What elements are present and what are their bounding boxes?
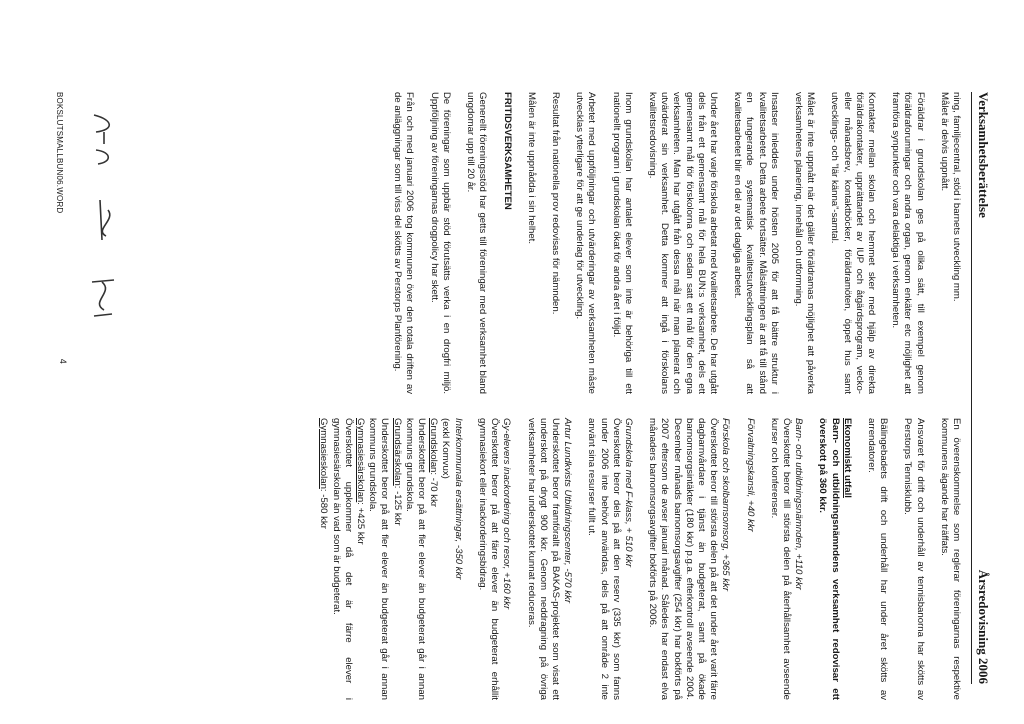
page-header — [971, 92, 994, 684]
paragraph: Inom grundskolan har antalet elever som inte är behöriga till ett nationellt program i grundskolan ökat för andra året i följd. — [610, 92, 634, 394]
line-item — [427, 418, 439, 700]
paragraph: Resultat från nationella prov redovisas för nämnden. — [549, 92, 561, 315]
paragraph: Överskottet beror dels på att den reserv (335 kkr) som fanns under 2006 inte behövt användas, dels på att område 2 inte använt sina resurser fullt ut. — [586, 418, 622, 700]
paragraph: Underskottet beror framförallt på BAKAS-projektet som visat ett underskott på drygt 900 kkr. Genom neddragning på övriga verksamheter har underskottet kunnat reduceras. — [525, 418, 561, 700]
paragraph: Insatser inleddes under hösten 2005 för att få bättre struktur i kvalitetsarbetet. Detta arbete fortsätter. Målsättningen är att få till stånd en fungerande systematisk kvalitetsutvecklingsplan så att kvalitetsarbetet blir en del av det dagliga arbetet. — [732, 92, 780, 394]
footer-filename: BOKSLUTSMALLBUN06.WORD — [55, 92, 64, 214]
paragraph: ning, familjecentral, stöd i barnets utveckling mm. — [951, 92, 962, 302]
right-column — [317, 418, 962, 700]
paragraph: Kontakter mellan skolan och hemmet sker med hjälp av direkta föräldrakontakter, upprättandet av IUP och åtgärdsprogram, vecko- eller månadsbrev, kontaktböcker, föräldramöten, öppet hus samt utvecklings- och ”lär känna”-samtal. — [829, 92, 877, 394]
line-item-label: Gymnasieskolan — [318, 418, 330, 489]
item-heading: Förskola och skolbarnsomsorg, +365 kkr — [720, 418, 732, 592]
item-heading: Förvaltningskansli, +40 kkr — [744, 418, 756, 532]
line-item-value: : -580 kkr — [318, 488, 330, 529]
item-heading: Artur Lundkvists Utbildningscenter, -570 kkr — [562, 418, 574, 604]
paragraph: Under året har varje förskola arbetat med kvalitetsarbete. De har utgått dels från ett gemensamt mål för hela BUN:s verksamhet, dels ett gemensamt mål för förskolorna och sedan satt ett mål för den egna verksamheten. Man har utgått från dessa mål när man planerat och utvärderat sin verksamhet. Detta kommer att ingå i förskolans kvalitetsredovisning. — [646, 92, 719, 394]
header-year: Årsredovisning 2006 — [976, 569, 991, 684]
left-column — [379, 92, 962, 394]
paragraph: Överskottet beror till största delen på återhållsamhet avseende kurser och konferenser. — [768, 418, 792, 700]
paragraph: De föreningar som uppbär stöd förutsätts verka i en drogfri miljö. Uppföljning av föreningarnas drogpolicy har skett. — [428, 92, 452, 394]
line-item — [390, 418, 402, 700]
section-heading: FRITIDSVERKSAMHETEN — [501, 92, 513, 210]
paragraph: Underskottet beror på att fler elever än budgeterat går i annan kommuns grundskola. — [403, 418, 428, 700]
item-heading: Gy-elevers inackordering och resor, +160 kkr — [501, 418, 513, 610]
paragraph: En överenskommelse som reglerar föreningarnas respektive kommunens ägande har träffats. — [938, 418, 962, 700]
paragraph: Målen är inte uppnådda i sin helhet. — [525, 92, 537, 245]
page-number: 4 — [58, 358, 68, 364]
header-title: Verksamhetsberättelse — [976, 92, 991, 218]
line-item — [354, 418, 366, 700]
paragraph: Målet är delvis uppnått. — [938, 92, 950, 192]
handwritten-initials — [84, 110, 124, 340]
paragraph: Generellt föreningsstöd har getts till föreningar med verksamhet bland ungdomar upp till 20 år. — [465, 92, 489, 394]
line-item-label: Grundskolan — [428, 418, 440, 473]
paragraph: Överskottet uppkommer då det är färre elever i gymnasiesärskolan än vad som är budgeterat. — [330, 418, 354, 700]
item-heading: Barn- och utbildningsnämnden, +110 kkr — [793, 418, 805, 590]
paragraph: Överskottet beror till största delen på att det under året varit färre dagbarnvårdare i tjänst än budgeterat, samt på ökade barnomsorgsintäkter (180 kkr) p.g.a. efterkontroll avseende 2004. December månads barnomsorgsavgifter (254 kkr) har bokförts på 2007 eftersom de avser januari månad. Således har endast elva månaders barnomsorgsavgifter bokförts på 2006. — [647, 418, 720, 700]
paragraph: Från och med januari 2006 tog kommunen över den totala driften av de anläggningar som till viss del skötts av Perstorps Planförening. — [392, 92, 416, 394]
paragraph: Ansvaret för drift och underhåll av tennisbanorna har skötts av Perstorps Tennisklubb. — [902, 418, 926, 700]
section-heading: Ekonomiskt utfall — [841, 418, 853, 498]
line-item-label: Grundsärskolan — [391, 418, 403, 486]
paragraph: Målet är inte uppnått när det gäller föräldramas möjlighet att påverka verksamhetens planering, innehåll och utformning. — [792, 92, 817, 394]
paragraph: Överskottet beror på att färre elever än budgeterat erhållit gymnasiekort eller inackorderingsbidrag. — [476, 418, 501, 700]
paragraph: Underskottet beror på att fler elever än budgeterat går i annan kommuns grundskola. — [367, 418, 391, 700]
item-heading: Interkommunala ersättningar, -350 kkr — [452, 418, 464, 580]
paragraph: Bälingebadets drift och underhåll har under året skötts av arrendatorer. — [865, 418, 890, 700]
item-heading: Grundskola med F-klass, + 510 kkr — [622, 418, 634, 568]
paragraph: (exkl Komvux) — [440, 418, 452, 479]
line-item-value: : -70 kkr — [428, 472, 440, 508]
line-item-value: : -125 kkr — [391, 485, 403, 526]
paragraph: Föräldrar i grundskolan ges på olika sätt, till exempel genom föräldraforumingar och andra organ, genom enkäter etc möjlighet att framföra synpunkter och vara delaktiga i verksamheten. — [890, 92, 926, 394]
line-item-label: Gymnasiesärskolan — [355, 418, 367, 503]
line-item-value: : +425 kkr — [355, 502, 367, 545]
paragraph: Arbetet med uppföljningar och utvärderingar av verksamheten måste utvecklas ytterligare för att ge underlag för utveckling. — [574, 92, 598, 394]
line-item — [317, 418, 329, 700]
section-subheading: Barn- och utbildningsnämndens verksamhet redovisar ett överskott på 360 kkr. — [817, 418, 841, 700]
page-footer — [55, 92, 68, 684]
